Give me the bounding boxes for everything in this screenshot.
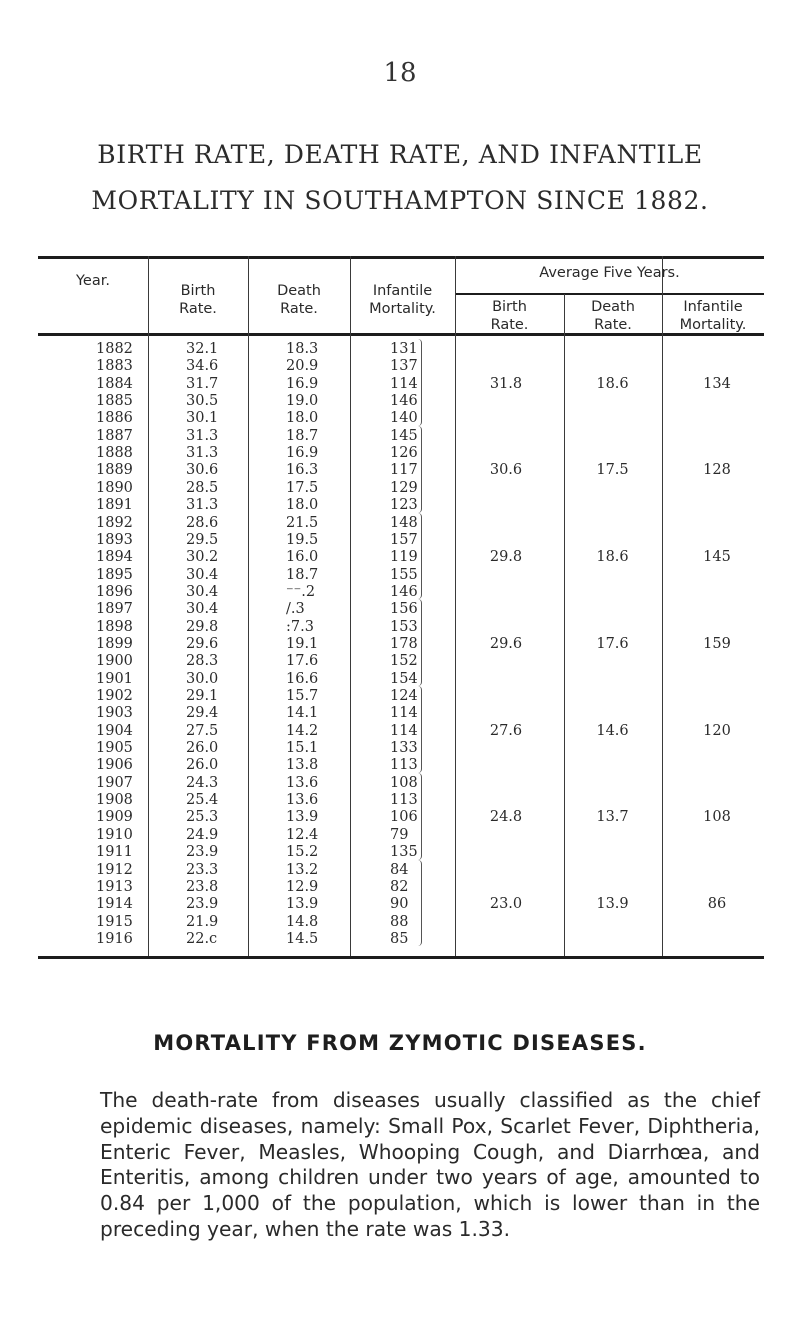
infantile-mortality-cell: 114 [390,705,418,722]
infantile-mortality-cell: 126 [390,445,418,462]
infantile-mortality-cell: 82 [390,878,409,895]
death-rate-cell: 17.6 [286,653,319,670]
birth-rate-cell: 30.5 [186,393,219,410]
avg-birth-rate-cell: 29.6 [489,635,523,652]
death-rate-cell: 13.8 [286,757,319,774]
death-rate-cell: 15.2 [286,844,319,861]
birth-rate-cell: 30.2 [186,549,219,566]
page-number: 18 [383,58,417,88]
header-birth-rate: Birth Rate. [179,283,217,317]
death-rate-cell: 12.9 [286,878,319,895]
birth-rate-cell: 26.0 [186,740,219,757]
avg-infantile-mortality-cell: 145 [703,549,731,566]
year-cell: 1892 [96,514,133,531]
year-cell: 1887 [96,427,133,444]
death-rate-cell: 14.5 [286,930,319,947]
infantile-mortality-cell: 85 [390,930,409,947]
death-rate-cell: 18.3 [286,341,319,357]
infantile-mortality-cell: 88 [390,913,409,930]
avg-birth-rate-cell: 23.0 [489,896,523,913]
birth-rate-cell: 30.4 [186,601,219,618]
infantile-mortality-cell: 157 [390,531,418,548]
year-cell: 1914 [96,896,133,913]
death-rate-cell: 14.1 [286,705,319,722]
infantile-mortality-cell: 153 [390,618,418,635]
year-cell: 1908 [96,792,133,809]
header-death-rate: Death Rate. [277,283,321,317]
birth-rate-cell: 29.8 [186,618,219,635]
title-line-1: BIRTH RATE, DEATH RATE, AND INFANTILE [97,140,703,169]
birth-rate-cell: 30.0 [186,670,219,687]
avg-death-rate-cell: 14.6 [596,722,629,739]
birth-rate-cell: 30.4 [186,583,219,600]
avg-infantile-mortality-cell: 159 [703,635,731,652]
infantile-mortality-cell: 140 [390,410,418,427]
group-brace [418,773,422,860]
header-year: Year. [76,273,110,289]
avg-group-rule [455,293,764,295]
infantile-mortality-cell: 123 [390,497,418,514]
infantile-mortality-cell: 129 [390,479,418,496]
infantile-mortality-cell: 137 [390,358,418,375]
death-rate-cell: 19.5 [286,531,319,548]
avg-death-rate-cell: 17.5 [596,462,629,479]
year-cell: 1899 [96,635,133,652]
birth-rate-cell: 31.7 [186,375,219,392]
death-rate-cell: 13.6 [286,792,319,809]
rates-table [0,256,800,960]
header-avg-death-rate: Death Rate. [591,299,635,333]
year-cell: 1884 [96,375,133,392]
death-rate-cell: 15.7 [286,688,319,704]
section-heading: MORTALITY FROM ZYMOTIC DISEASES. [153,1031,647,1055]
avg-birth-rate-cell: 27.6 [489,722,523,739]
infantile-mortality-cell: 114 [390,375,418,392]
infantile-mortality-cell: 154 [390,670,418,687]
birth-rate-cell: 24.3 [186,774,219,791]
death-rate-cell: 16.3 [286,462,319,479]
death-rate-cell: 17.5 [286,479,319,496]
header-infantile-mortality: Infantile Mortality. [369,283,436,317]
year-cell: 1888 [96,445,133,462]
death-rate-cell: 19.0 [286,393,319,410]
group-brace [418,513,422,600]
birth-rate-cell: 29.5 [186,531,219,548]
avg-birth-rate-cell: 29.8 [489,549,523,566]
infantile-mortality-cell: 119 [390,549,418,566]
birth-rate-cell: 29.6 [186,635,219,652]
year-cell: 1915 [96,913,133,930]
group-brace [418,860,422,947]
infantile-mortality-cell: 145 [390,427,418,444]
infantile-mortality-cell: 155 [390,566,418,583]
year-cell: 1909 [96,809,133,826]
avg-birth-rate-cell: 24.8 [489,809,523,826]
infantile-mortality-cell: 133 [390,740,418,757]
infantile-mortality-cell: 148 [390,514,418,531]
infantile-mortality-cell: 152 [390,653,418,670]
year-cell: 1882 [96,341,133,357]
col-divider-6 [662,256,663,956]
death-rate-cell: :7.3 [286,618,314,635]
avg-death-rate-cell: 18.6 [596,549,629,566]
death-rate-cell: 16.9 [286,445,319,462]
birth-rate-cell: 23.3 [186,861,219,878]
infantile-mortality-cell: 156 [390,601,418,618]
infantile-mortality-cell: 146 [390,393,418,410]
year-cell: 1901 [96,670,133,687]
year-cell: 1907 [96,774,133,791]
page-title [0,132,800,224]
birth-rate-cell: 28.5 [186,479,219,496]
year-cell: 1883 [96,358,133,375]
death-rate-cell: 16.0 [286,549,319,566]
death-rate-cell: 13.9 [286,809,319,826]
group-brace [418,599,422,686]
year-cell: 1912 [96,861,133,878]
infantile-mortality-cell: 124 [390,688,418,704]
birth-rate-cell: 29.1 [186,688,219,704]
death-rate-cell: 20.9 [286,358,319,375]
year-cell: 1889 [96,462,133,479]
avg-infantile-mortality-cell: 108 [703,809,731,826]
year-cell: 1900 [96,653,133,670]
infantile-mortality-cell: 84 [390,861,409,878]
birth-rate-cell: 23.9 [186,896,219,913]
infantile-mortality-cell: 108 [390,774,418,791]
avg-infantile-mortality-cell: 86 [707,896,727,913]
group-brace [418,426,422,513]
death-rate-cell: 15.1 [286,740,319,757]
birth-rate-cell: 29.4 [186,705,219,722]
year-cell: 1910 [96,826,133,843]
death-rate-cell: 12.4 [286,826,319,843]
avg-infantile-mortality-cell: 128 [703,462,731,479]
death-rate-cell: 16.6 [286,670,319,687]
birth-rate-cell: 31.3 [186,445,219,462]
death-rate-cell: 13.2 [286,861,319,878]
death-rate-cell: 18.7 [286,427,319,444]
death-rate-cell: 13.6 [286,774,319,791]
col-divider-2 [248,256,249,956]
col-divider-3 [350,256,351,956]
death-rate-cell: ⁻⁻.2 [286,583,316,600]
infantile-mortality-cell: 178 [390,635,418,652]
col-divider-4 [455,256,456,956]
year-cell: 1894 [96,549,133,566]
year-cell: 1895 [96,566,133,583]
infantile-mortality-cell: 131 [390,341,418,357]
birth-rate-cell: 23.9 [186,844,219,861]
death-rate-cell: 14.8 [286,913,319,930]
birth-rate-cell: 30.6 [186,462,219,479]
birth-rate-cell: 30.4 [186,566,219,583]
death-rate-cell: 13.9 [286,896,319,913]
infantile-mortality-cell: 113 [390,792,418,809]
birth-rate-cell: 30.1 [186,410,219,427]
col-divider-5 [564,294,565,956]
header-avg-infantile-mortality: Infantile Mortality. [679,299,747,333]
year-cell: 1913 [96,878,133,895]
death-rate-cell: 18.0 [286,410,319,427]
body-paragraph: The death-rate from diseases usually classified as the chief epidemic diseases, namely: Small Pox, Scarlet Fever, Diphtheria, Enteric Fever, Measles, Whooping Cough, and Diarrhœa, and Enteritis, among children under two years of age, amounted to 0.84 per 1,000 of the population, which is lower than in the preceding year, when the rate was 1.33. [100,1088,760,1241]
death-rate-cell: 21.5 [286,514,319,531]
infantile-mortality-cell: 114 [390,722,418,739]
table-bottom-rule [38,956,764,959]
death-rate-cell: /.3 [286,601,305,618]
birth-rate-cell: 31.3 [186,497,219,514]
group-brace [418,686,422,773]
header-average-five-years: Average Five Years. [539,265,680,281]
avg-death-rate-cell: 18.6 [596,375,629,392]
birth-rate-cell: 32.1 [186,341,219,357]
birth-rate-cell: 28.6 [186,514,219,531]
year-cell: 1903 [96,705,133,722]
birth-rate-cell: 31.3 [186,427,219,444]
avg-death-rate-cell: 13.9 [596,896,629,913]
infantile-mortality-cell: 79 [390,826,409,843]
year-cell: 1886 [96,410,133,427]
infantile-mortality-cell: 117 [390,462,418,479]
avg-infantile-mortality-cell: 134 [703,375,731,392]
year-cell: 1916 [96,930,133,947]
year-cell: 1905 [96,740,133,757]
infantile-mortality-cell: 106 [390,809,418,826]
death-rate-cell: 16.9 [286,375,319,392]
infantile-mortality-cell: 135 [390,844,418,861]
death-rate-cell: 18.7 [286,566,319,583]
birth-rate-cell: 25.3 [186,809,219,826]
year-cell: 1890 [96,479,133,496]
birth-rate-cell: 21.9 [186,913,219,930]
avg-birth-rate-cell: 30.6 [489,462,523,479]
birth-rate-cell: 23.8 [186,878,219,895]
year-cell: 1902 [96,688,133,704]
avg-birth-rate-cell: 31.8 [489,375,523,392]
birth-rate-cell: 27.5 [186,722,219,739]
avg-infantile-mortality-cell: 120 [703,722,731,739]
header-avg-birth-rate: Birth Rate. [490,299,529,333]
year-cell: 1906 [96,757,133,774]
year-cell: 1898 [96,618,133,635]
year-cell: 1904 [96,722,133,739]
year-cell: 1896 [96,583,133,600]
year-cell: 1893 [96,531,133,548]
birth-rate-cell: 22.c [186,930,218,947]
birth-rate-cell: 26.0 [186,757,219,774]
title-line-2: MORTALITY IN SOUTHAMPTON SINCE 1882. [91,186,709,215]
death-rate-cell: 19.1 [286,635,319,652]
death-rate-cell: 18.0 [286,497,319,514]
death-rate-cell: 14.2 [286,722,319,739]
table-top-rule [38,256,764,259]
infantile-mortality-cell: 113 [390,757,418,774]
birth-rate-cell: 34.6 [186,358,219,375]
year-cell: 1891 [96,497,133,514]
birth-rate-cell: 25.4 [186,792,219,809]
birth-rate-cell: 28.3 [186,653,219,670]
year-cell: 1911 [96,844,133,861]
col-divider-1 [148,256,149,956]
avg-death-rate-cell: 13.7 [596,809,629,826]
infantile-mortality-cell: 90 [390,896,409,913]
avg-death-rate-cell: 17.6 [596,635,629,652]
infantile-mortality-cell: 146 [390,583,418,600]
group-brace [418,339,422,426]
year-cell: 1885 [96,393,133,410]
year-cell: 1897 [96,601,133,618]
birth-rate-cell: 24.9 [186,826,219,843]
